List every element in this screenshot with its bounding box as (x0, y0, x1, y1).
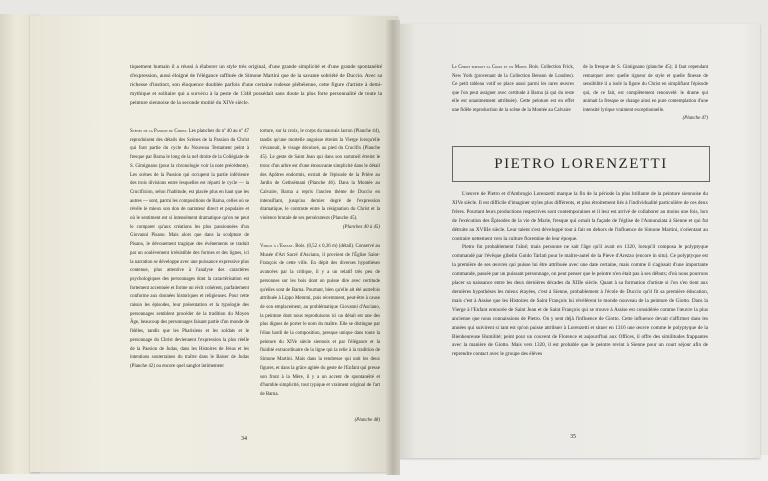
left-column-2b (260, 243, 380, 433)
section-text: Bois. Collection Frick, New York (provenant de la Collection Benson de Londres). Ce petit tableau votif se place aussi parmi les rares œuvres que l'on peut assigner avec certitude à Barna (à qui du reste elle est unanimement attribuée). Cette peinture est en effet une fidèle reproduction de la scène de la Montée au Calvaire (452, 65, 575, 113)
section-text: Les planches du nº 40 au nº 47 reproduisent des détails des Scènes de la Passion du Christ qui font partie du cycle du Nouveau Testament peint à fresque par Barna le long de la nef droite de la Collégiale de S. Gimignano (pour la chronologie voir la note précédente). Les scènes de la Passion qui occupent la partie inférieure des trois divisions entre lesquelles est réparti le cycle — la Crucifixion, selon l'habitude, est placée plus en haut que les autres — sont, parmi les compositions de Barna, celles où se révèle le mieux son don de narrateur direct et populaire et où le sentiment est si intensément dramatique qu'on ne peut le comparer qu'aux créations les plus passionnées d'un Giovanni Pisano. Mais alors que dans la sculpture de Pisano, le dévouement tragique des événements se traduit par un soulèvement irrésistible des formes et des lignes, ici la narration se développe avec une puissance expressive plus contenue, plus attentive à l'analyse des caractères psychologiques des personnages dont la caractérisation est fortement accentuée et forme un récit cohérent, parfaitement conforme aux données historiques et religieuses. Pour cette raison les épisodes, leur présentation et la typologie des personnages semblent procéder de la tradition du Moyen Âge, beaucoup des personnages faisant partie d'un monde de fidèles, tandis que les Pharisiens et les soldats et le personnage du Christ deviennent l'expression la plus réelle de la Passion de Judas, dans les Histoires de Jésus et les intentions souterraines du traître dans le Baiser de Judas (Planche 42) ou encore quel sanglot intimement (130, 129, 249, 369)
left-intro-paragraph: tiquement humain il a réussi à élaborer un style très original, d'une grande simplicité et d'une grande spontanéité d'expression, aussi éloigné de l'élégance raffinée de Simone Martini que de la savante sobriété de Duccio. Avec sa richesse d'instinct, son éloquence doublée parfois d'une certaine rudesse plébéienne, cette figure d'artiste à demi-mythique et solitaire qui a survécu à la peste de 1348 possédait sans doute la plus forte personnalité de toute la peinture siennoise de la seconde moitié du XIVe siècle. (130, 64, 382, 106)
section-heading: Le Christ portant sa Croix et un Moine. (452, 65, 528, 70)
right-column-2: de la fresque de S. Gimignano (planche 45); il faut cependant remarquer avec quelle rigueur de style et quelle finesse de sensibilité il a isolé la figure du Christ en simplifiant l'épisode qui, de ce fait, est complètement renouvelé: le drame qui animait la fresque se change ainsi en pure contemplation d'une intensité lyrique vraiment exceptionnelle. (Planche 47) (583, 64, 708, 124)
paragraph: L'œuvre de Pietro et d'Ambrogio Lorenzetti marque la fin de la période la plus brillante de la peinture siennoise du XIVe siècle. Il est difficile d'imaginer styles plus différents, et plus étroitement liés à l'individualité particulière de ces deux frères. Pourtant leurs productions respectives sont contemporaines et il leur est arrivé de collaborer au moins une fois, lors de l'exécution des Épisodes de la vie de Marie, fresque qui ornait la façade de l'église de l'Annunziata à Sienne et qui fut détruite au XVIIIe siècle. Leur talent s'est développé tout à fait en dehors de l'influence de Simone Martini, s'orientant au contraire nettement vers la culture florentine de leur époque. (452, 191, 708, 242)
section-heading: Scènes de la Passion du Christ. (130, 129, 188, 134)
left-column-1 (130, 128, 249, 428)
plate-reference: (Planches 40 à 45) (342, 224, 380, 230)
section-heading: Vierge à l'Enfant. (260, 244, 294, 249)
chapter-title: PIETRO LORENZETTI (452, 146, 710, 182)
plate-reference: (Planche 47) (682, 116, 708, 121)
left-column-2: torture, sur la croix, le corps du mauvais larron (Planche 44), tandis qu'une mortelle angoisse étreint la Vierge lorsqu'elle s'évanouit, le visage décoloré, au pied du Crucifix (Planche 45). Le geste de Saint Jean qui dans son sommeil étreint le tronc d'un arbre est d'une émouvante simplicité dans le détail des Apôtres endormis, extrait de l'épisode de la Prière au Jardin de Gethsémani (Planche 46). Dans la Montée au Calvaire, Barna a repris l'ancien thème de Duccio en intensifiant, jusqu'au dernier degré de l'expression dramatique, le contraste entre la résignation du Christ et la violence brutale de ses persécuteurs (Planche 45). (Planches 40 à 45) (260, 128, 380, 232)
section-text: Bois. (0,52 x 0,36 m) (détail). Conservé au Musée d'Art Sacré d'Asciano, il provient de l'Église Saint-François de cette ville. En dépit des diverses hypothèses avancées par la critique, il y a un relatif très peu de personnes sur les bois dont on puisse dire avec certitude qu'elles sont de Barna. Pourtant, bien qu'elle ait été autrefois attribuée à Lippo Memmi, puis récemment, peut-être à cause de son emplacement, au problématique Giovanni d'Asciano, la peinture dont nous reproduisons ici un détail est une des plus dignes de porter le nom du maître. Elle se distingue par l'élan hardi de la composition, presque unique dans toute la peinture du XIVe siècle siennois et par l'élégance et la fluidité extraordinaire de la ligne qui la relie à la tradition de Simone Martini. Mais dans la tendresse qui unit les deux figures, et dans la grâce agitée du geste de l'Enfant qui presse son front à la Mère, il y a un accent de spontanéité et d'humble simplicité, tout typique et vraiment original de l'art de Barna. (260, 244, 380, 397)
page-number-right: 35 (570, 434, 576, 440)
right-main-text (452, 190, 708, 430)
plate-reference: (Planche 48) (354, 418, 380, 423)
paragraph: Pietro fut probablement l'aîné; mais personne ne sait l'âge qu'il avait en 1320, lorsqu'il composa le polyptyque commandé par l'évêque gibelin Guido Tarlati pour le maître-autel de la Pieve d'Arezzo (encore in situ). Ce polyptyque est la première de ses œuvres qui puisse lui être attribuée avec une date certaine, mais comme il s'agissait d'une importante commande, passée par un puissant personnage, on peut penser que le peintre n'en était pas à ses débuts; d'où nous pourrons placer sa naissance entre les deux dernières décades du XIIIe siècle. Quant à sa formation d'artiste si l'on s'en tient aux dernières hypothèses les mieux étayées, c'est à Sienne, probablement à l'école de Duccio qu'il fit sa première éducation, mais c'est à Assise que les Histoires de Saint François lui révélèrent le monde nouveau de la peinture de Giotto. Dans la Vierge à l'Enfant entourée de Saint Jean et de Saint François qui se trouve à Assise est considérée comme l'œuvre la plus ancienne que nous connaissions de Pietro. On y sent déjà l'influence de Giotto. Cette influence devait s'affirmer dans les années qui suivirent si tant est qu'on puisse attribuer à Lorenzetti et situer en 1316 une œuvre comme le polyptyque de la Bienheureuse Humilité; peint pour un couvent de Florence et aujourd'hui aux Offices, il offre des similitudes frappantes avec la manière de Giotto. Mais vers 1320, il est probable que le peintre revint à Sienne pour un court séjour afin de reprendre contact avec le groupe des élèves (452, 244, 708, 358)
book-gutter (386, 20, 400, 475)
page-number-left: 34 (241, 436, 247, 442)
right-column-1 (452, 64, 574, 115)
